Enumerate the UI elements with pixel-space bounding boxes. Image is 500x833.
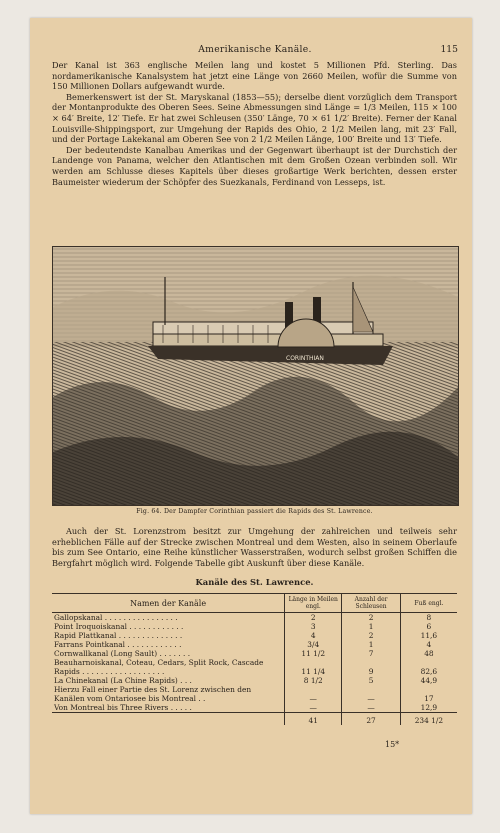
cell-locks: 9: [342, 667, 400, 676]
cell-feet: 17: [400, 694, 457, 703]
cell-feet: 44,9: [400, 676, 457, 685]
cell-locks: [342, 685, 400, 694]
cell-feet: 6: [400, 622, 457, 631]
col-header-name: Namen der Kanäle: [52, 594, 285, 613]
cell-feet: [400, 658, 457, 667]
table-row: [52, 676, 457, 685]
cell-locks: [342, 658, 400, 667]
ship-illustration: [52, 246, 459, 506]
cell-name: Cornwallkanal (Long Sault) . . . . . . .: [54, 649, 191, 658]
engraving-svg: [53, 247, 458, 505]
cell-length: [285, 685, 342, 694]
cell-feet: 4: [400, 640, 457, 649]
table-row: [52, 667, 457, 676]
cell-locks: 2: [342, 613, 400, 623]
total-feet: 234 1/2: [400, 713, 457, 726]
cell-length: 4: [285, 631, 342, 640]
col-header-feet: Fuß engl.: [400, 594, 457, 613]
cell-locks: 1: [342, 640, 400, 649]
table-body: [52, 613, 457, 726]
cell-locks: —: [342, 703, 400, 713]
cell-name: La Chinekanal (La Chine Rapids) . . .: [54, 676, 192, 685]
cell-length: —: [285, 694, 342, 703]
ship-name-label: CORINTHIAN: [286, 355, 324, 362]
cell-feet: 48: [400, 649, 457, 658]
cell-name: Hierzu Fall einer Partie des St. Lorenz zwischen den: [54, 685, 252, 694]
running-header: [52, 44, 458, 58]
table-row: [52, 613, 457, 623]
cell-name: Farrans Pointkanal . . . . . . . . . . . .: [54, 640, 182, 649]
table-row: [52, 640, 457, 649]
cell-length: [285, 658, 342, 667]
cell-name: [52, 713, 285, 726]
table-total-row: [52, 713, 457, 726]
cell-name: Rapid Plattkanal . . . . . . . . . . . . . .: [54, 631, 183, 640]
cell-length: 11 1/2: [285, 649, 342, 658]
cell-name: Rapids . . . . . . . . . . . . . . . . . .: [54, 667, 165, 676]
cell-feet: 12,9: [400, 703, 457, 713]
signature-mark: 15*: [385, 740, 400, 749]
paragraph: Der bedeutendste Kanalbau Amerikas und der Gegenwart überhaupt ist der Durchstich der Landenge von Panama, welcher den Atlantischen mit dem Großen Ozean verbinden soll. Wir werden am Schlusse dieses Kapitels über dieses großartige Werk berichten, dessen erster Baumeister wiederum der Schöpfer des Suezkanals, Ferdinand von Lesseps, ist.: [52, 144, 457, 187]
running-title: Amerikanische Kanäle.: [198, 44, 312, 55]
table-row: [52, 685, 457, 694]
figure-caption: Fig. 64. Der Dampfer Corinthian passiert die Rapids des St. Lawrence.: [136, 508, 373, 515]
paragraph: Auch der St. Lorenzstrom besitzt zur Umgehung der zahlreichen und teilweis sehr erheblichen Fälle auf der Strecke zwischen Montreal und dem Westen, also in seinem Oberlaufe bis zum See Ontario, eine Reihe künstlicher Wasserstraßen, wodurch selbst großen Schiffen die Bergfahrt möglich wird. Folgende Tabelle gibt Auskunft über diese Kanäle.: [52, 526, 457, 568]
cell-locks: 2: [342, 631, 400, 640]
cell-length: 11 1/4: [285, 667, 342, 676]
cell-name: Von Montreal bis Three Rivers . . . . .: [54, 703, 192, 712]
page-number: 115: [440, 44, 458, 55]
cell-locks: 5: [342, 676, 400, 685]
cell-length: 8 1/2: [285, 676, 342, 685]
cell-locks: —: [342, 694, 400, 703]
cell-name: Gallopskanal . . . . . . . . . . . . . . . .: [54, 613, 178, 622]
paragraph: Der Kanal ist 363 englische Meilen lang und kostet 5 Millionen Pfd. Sterling. Das nordamerikanische Kanalsystem hat jetzt eine Länge von 2660 Meilen, wofür die Summe von 150 Millionen Dollars aufgewandt wurde.: [52, 60, 457, 92]
table-row: [52, 622, 457, 631]
table-title: Kanäle des St. Lawrence.: [195, 577, 314, 587]
cell-name: Point Iroquoiskanal . . . . . . . . . . . .: [54, 622, 184, 631]
table-row: [52, 649, 457, 658]
body-text-bottom: [52, 526, 457, 568]
total-length: 41: [285, 713, 342, 726]
cell-feet: [400, 685, 457, 694]
cell-locks: 1: [342, 622, 400, 631]
body-text-top: [52, 60, 457, 187]
cell-name: Beauharnoiskanal, Coteau, Cedars, Split Rock, Cascade: [54, 658, 264, 667]
total-locks: 27: [342, 713, 400, 726]
table-row: [52, 703, 457, 713]
table-row: [52, 694, 457, 703]
paragraph: Bemerkenswert ist der St. Maryskanal (1853—55); derselbe dient vorzüglich dem Transport der Montanprodukte des Oberen Sees. Seine Abmessungen sind Länge = 1/3 Meilen, 115 × 100 × 64′ Breite, 12′ Tiefe. Er hat zwei Schleusen (350′ Länge, 70 × 61 1/2′ Breite). Ferner der Kanal Louisville-Shippingsport, zur Umgehung der Rapids des Ohio, 2 1/2 Meilen lang, mit 23′ Fall, und der Portage Lakekanal am Oberen See von 2 1/2 Meilen Länge, 100′ Breite und 13′ Tiefe.: [52, 91, 457, 145]
cell-length: 2: [285, 613, 342, 623]
table-header-row: [52, 594, 457, 613]
col-header-length: Länge in Meilen engl.: [285, 594, 342, 613]
cell-length: —: [285, 703, 342, 713]
col-header-locks: Anzahl der Schleusen: [342, 594, 400, 613]
table-row: [52, 631, 457, 640]
cell-length: 3/4: [285, 640, 342, 649]
cell-name: Kanälen vom Ontariosee bis Montreal . .: [54, 694, 206, 703]
cell-length: 3: [285, 622, 342, 631]
cell-feet: 82,6: [400, 667, 457, 676]
table-row: [52, 658, 457, 667]
cell-locks: 7: [342, 649, 400, 658]
canal-table: [52, 593, 457, 725]
cell-feet: 8: [400, 613, 457, 623]
cell-feet: 11,6: [400, 631, 457, 640]
